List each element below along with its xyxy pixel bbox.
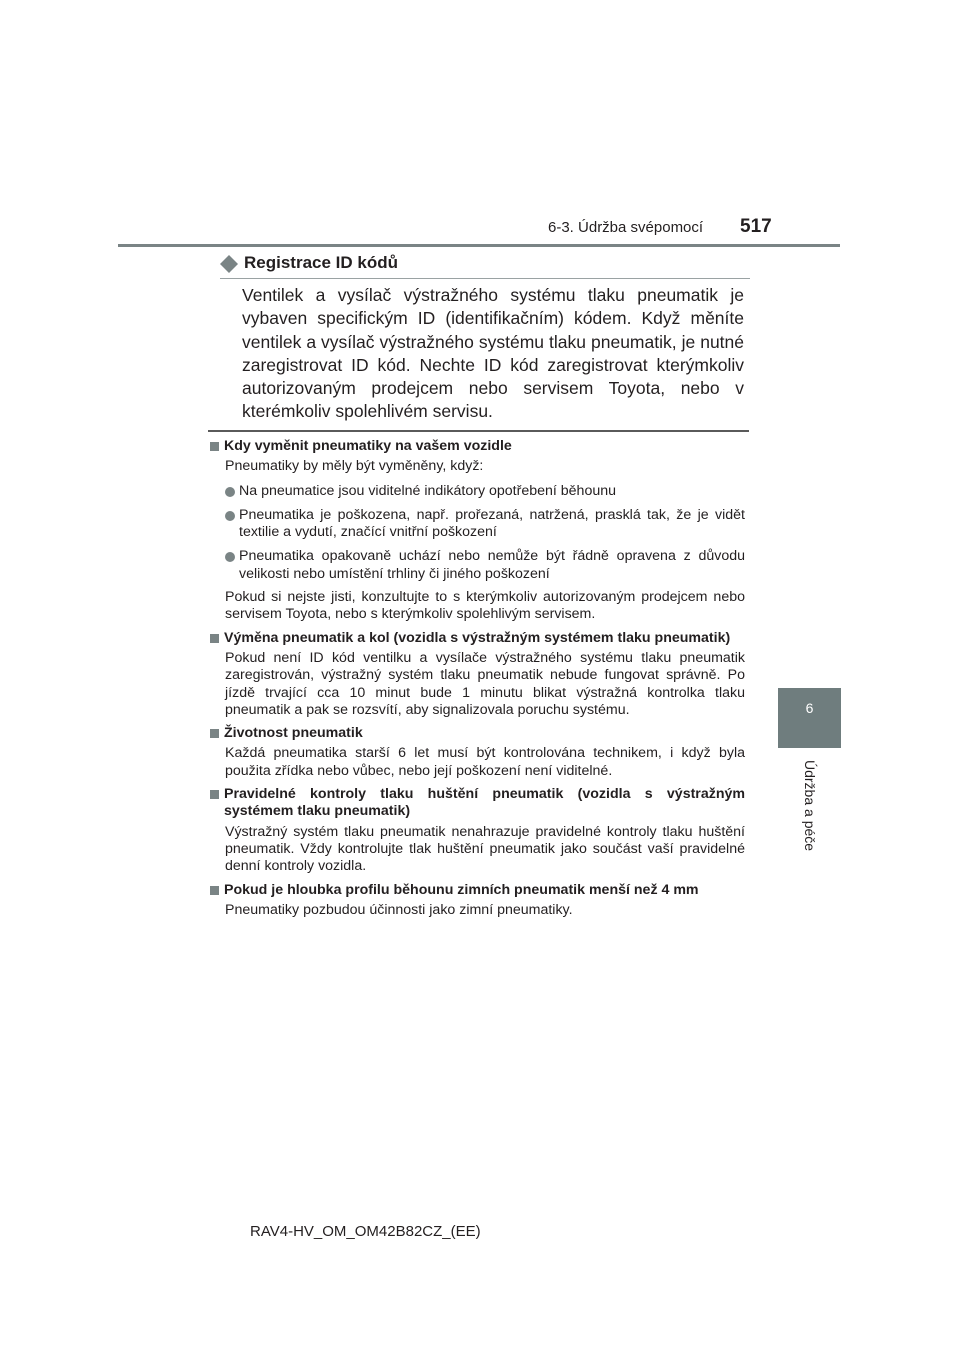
- diamond-icon: [220, 255, 238, 273]
- square-bullet-icon: [210, 634, 219, 643]
- list-item: [210, 483, 745, 500]
- list-item: [210, 548, 745, 583]
- chapter-tab[interactable]: [778, 688, 841, 748]
- square-bullet-icon: [210, 729, 219, 738]
- list-item: [210, 507, 745, 542]
- list-item-text: Na pneumatice jsou viditelné indikátory opotřebení běhounu: [239, 482, 617, 499]
- note-title: Životnost pneumatik: [224, 725, 363, 742]
- subsection-text: Ventilek a vysílač výstražného systému tlaku pneumatik je vybaven specifickým ID (identifikačním) kódem. Když měníte ventilek a vysílač výstražného systému tlaku pneumatik, je nutné zaregistrovat ID kód. Nechte ID kód zaregistrovat kterýmkoliv autorizovaným prodejcem nebo servisem Toyota, nebo v kterémkoliv spolehlivém servisu.: [242, 285, 744, 422]
- section-divider: [208, 430, 749, 432]
- manual-code: RAV4-HV_OM_OM42B82CZ_(EE): [250, 1223, 481, 1240]
- page-header: [0, 0, 960, 250]
- list-item-text: Pneumatika opakovaně uchází nebo nemůže být řádně opravena z důvodu velikosti nebo umístění trhliny či jiného poškození: [239, 548, 745, 582]
- note-title: Kdy vyměnit pneumatiky na vašem vozidle: [224, 438, 512, 454]
- note-tire-wheel-replacement: [210, 630, 745, 719]
- note-body: Pneumatiky pozbudou účinnosti jako zimní pneumatiky.: [225, 901, 573, 918]
- note-title: Pokud je hloubka profilu běhounu zimních pneumatik menší než 4 mm: [224, 881, 699, 898]
- list-item-text: Pneumatika je poškozena, např. prořezaná, natržená, prasklá tak, že je vidět textilie a vydutí, značící vnitřní poškození: [239, 506, 745, 541]
- note-when-to-replace: [210, 438, 745, 624]
- note-title: Výměna pneumatik a kol (vozidla s výstražným systémem tlaku pneumatik): [224, 629, 731, 646]
- round-bullet-icon: [225, 511, 235, 521]
- note-title: Pravidelné kontroly tlaku huštění pneumatik (vozidla s výstražným systémem tlaku pneumatik): [224, 786, 745, 820]
- notes-section: [210, 438, 745, 925]
- round-bullet-icon: [225, 487, 235, 497]
- note-pressure-checks: [210, 786, 745, 875]
- note-winter-tread-depth: [210, 882, 745, 920]
- note-tire-life: [210, 725, 745, 780]
- note-body: Pokud není ID kód ventilku a vysílače výstražného systému tlaku pneumatik zaregistrován, výstražný systém tlaku pneumatik nebude fungovat správně. Po jízdě trvající cca 10 minut bude 1 minutu blikat výstražná kontrolka tlaku pneumatik a pak se rozsvítí, aby signalizovala poruchu systému.: [225, 649, 745, 718]
- square-bullet-icon: [210, 886, 219, 895]
- chapter-label: Údržba a péče: [802, 760, 818, 852]
- round-bullet-icon: [225, 552, 235, 562]
- header-divider: [118, 244, 840, 247]
- square-bullet-icon: [210, 442, 219, 451]
- note-paragraph: Pokud si nejste jisti, konzultujte to s kterýmkoliv autorizovaným prodejcem nebo servisem Toyota, nebo s kterýmkoliv spolehlivým servisem.: [225, 589, 745, 623]
- note-body: Pneumatiky by měly být vyměněny, když:: [225, 458, 484, 475]
- subsection-heading: [220, 252, 750, 279]
- note-body: Každá pneumatika starší 6 let musí být kontrolována technikem, i když byla použita zřídka nebo vůbec, nebo její poškození není viditelné.: [225, 745, 745, 779]
- section-title: 6-3. Údržba svépomocí: [548, 219, 704, 236]
- note-body: Výstražný systém tlaku pneumatik nenahrazuje pravidelné kontroly tlaku huštění pneumatik. Vždy kontrolujte tlak huštění pneumatik jako součást vaší pravidelné denní kontroly vozidla.: [225, 823, 745, 875]
- square-bullet-icon: [210, 790, 219, 799]
- chapter-number: 6: [805, 700, 814, 716]
- page-number: 517: [740, 216, 772, 237]
- subsection-title: Registrace ID kódů: [244, 253, 398, 272]
